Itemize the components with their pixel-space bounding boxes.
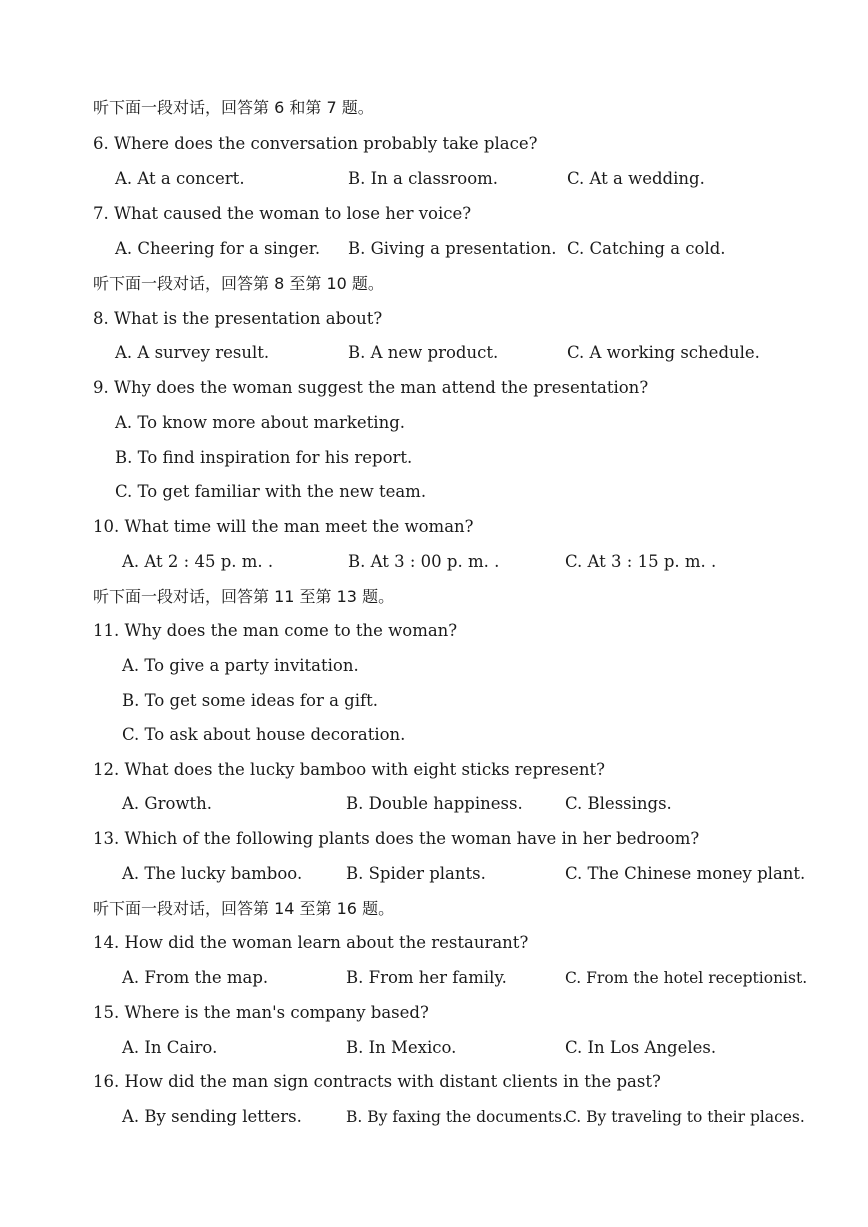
- section-heading-4: 听下面一段对话，回答第 14 至第 16 题。: [93, 899, 395, 918]
- question-7: 7. What caused the woman to lose her voice?: [93, 204, 472, 223]
- question-16: 16. How did the man sign contracts with distant clients in the past?: [93, 1072, 661, 1091]
- question-8: 8. What is the presentation about?: [93, 309, 383, 328]
- section-heading-2: 听下面一段对话，回答第 8 至第 10 题。: [93, 274, 384, 293]
- q14-option-b: B. From her family.: [346, 968, 507, 987]
- question-14: 14. How did the woman learn about the restaurant?: [93, 933, 529, 952]
- q15-option-a: A. In Cairo.: [122, 1038, 218, 1057]
- q11-option-b: B. To get some ideas for a gift.: [122, 691, 379, 710]
- q8-option-b: B. A new product.: [348, 343, 499, 362]
- q6-option-b: B. In a classroom.: [348, 169, 499, 188]
- q7-option-b: B. Giving a presentation.: [348, 239, 557, 258]
- q12-option-c: C. Blessings.: [565, 794, 672, 813]
- question-6: 6. Where does the conversation probably take place?: [93, 134, 538, 153]
- q15-option-c: C. In Los Angeles.: [565, 1038, 717, 1057]
- q8-option-c: C. A working schedule.: [567, 343, 760, 362]
- q12-option-a: A. Growth.: [122, 794, 213, 813]
- q10-option-a: A. At 2 : 45 p. m. .: [122, 552, 274, 571]
- q6-option-a: A. At a concert.: [115, 169, 245, 188]
- q11-option-c: C. To ask about house decoration.: [122, 725, 406, 744]
- q11-option-a: A. To give a party invitation.: [122, 656, 359, 675]
- q6-option-c: C. At a wedding.: [567, 169, 705, 188]
- question-9: 9. Why does the woman suggest the man attend the presentation?: [93, 378, 649, 397]
- q7-option-a: A. Cheering for a singer.: [115, 239, 321, 258]
- q16-option-b: B. By faxing the documents.: [346, 1108, 568, 1126]
- q9-option-a: A. To know more about marketing.: [115, 413, 406, 432]
- q7-option-c: C. Catching a cold.: [567, 239, 726, 258]
- q8-option-a: A. A survey result.: [115, 343, 270, 362]
- question-13: 13. Which of the following plants does the woman have in her bedroom?: [93, 829, 700, 848]
- section-heading-3: 听下面一段对话，回答第 11 至第 13 题。: [93, 587, 395, 606]
- q14-option-a: A. From the map.: [122, 968, 269, 987]
- q13-option-b: B. Spider plants.: [346, 864, 486, 883]
- q10-option-c: C. At 3 : 15 p. m. .: [565, 552, 717, 571]
- q13-option-a: A. The lucky bamboo.: [122, 864, 303, 883]
- q16-option-a: A. By sending letters.: [122, 1107, 302, 1126]
- q13-option-c: C. The Chinese money plant.: [565, 864, 806, 883]
- section-heading-1: 听下面一段对话，回答第 6 和第 7 题。: [93, 98, 374, 117]
- question-11: 11. Why does the man come to the woman?: [93, 621, 458, 640]
- q12-option-b: B. Double happiness.: [346, 794, 523, 813]
- q10-option-b: B. At 3 : 00 p. m. .: [348, 552, 500, 571]
- question-12: 12. What does the lucky bamboo with eight sticks represent?: [93, 760, 605, 779]
- q9-option-c: C. To get familiar with the new team.: [115, 482, 427, 501]
- question-15: 15. Where is the man's company based?: [93, 1003, 429, 1022]
- question-10: 10. What time will the man meet the woman?: [93, 517, 474, 536]
- q16-option-c: C. By traveling to their places.: [565, 1108, 805, 1126]
- q9-option-b: B. To find inspiration for his report.: [115, 448, 413, 467]
- q15-option-b: B. In Mexico.: [346, 1038, 457, 1057]
- q14-option-c: C. From the hotel receptionist.: [565, 969, 808, 987]
